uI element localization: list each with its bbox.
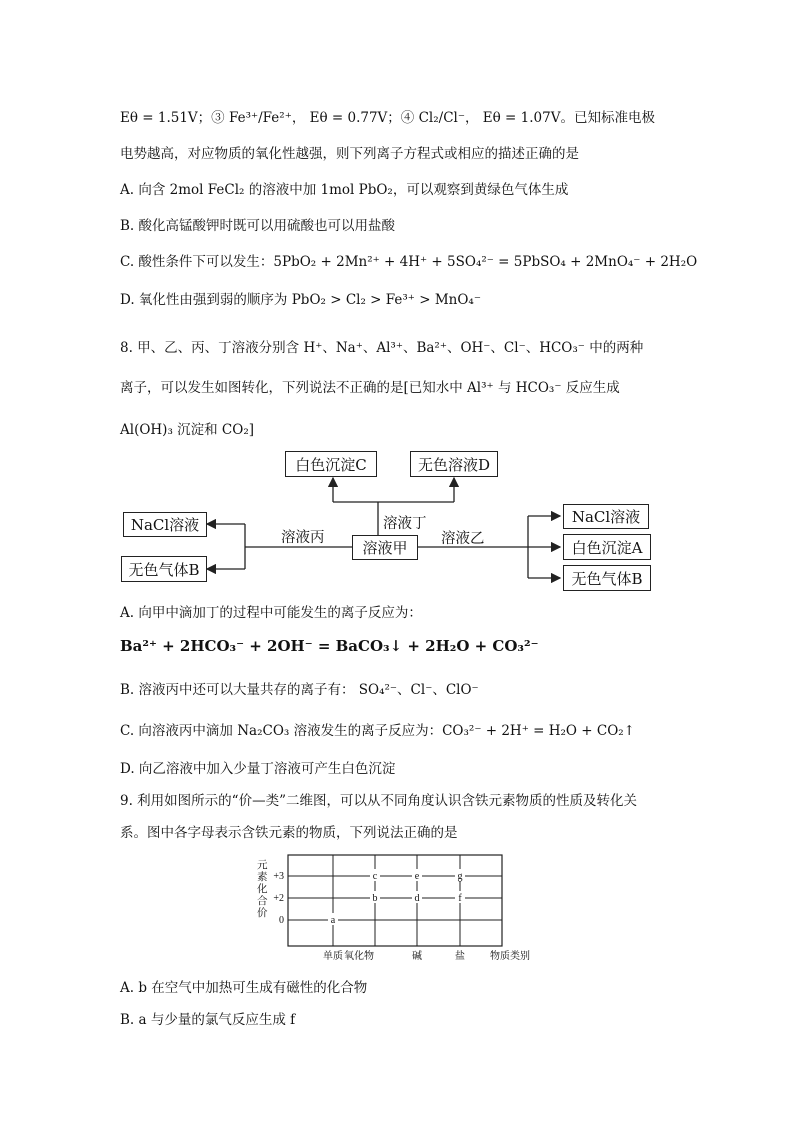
- chart-x-tick: 单质: [323, 951, 343, 962]
- chart-x-tick: 碱: [412, 951, 422, 962]
- colorless-gas-b-right-box: 无色气体B: [563, 565, 651, 591]
- q8-stem-line-3: Al(OH)₃ 沉淀和 CO₂]: [120, 422, 255, 438]
- label-solution-bing: 溶液丙: [281, 530, 325, 546]
- solution-jia-box: 溶液甲: [352, 535, 418, 560]
- white-precipitate-c-box: 白色沉淀C: [285, 451, 377, 477]
- chart-point-g: g: [457, 871, 463, 882]
- chart-y-axis-label: 元素化合价: [257, 860, 268, 919]
- q8-option-a: A. 向甲中滴加丁的过程中可能发生的离子反应为：: [120, 605, 422, 621]
- chart-x-axis-label: 物质类别: [490, 951, 530, 962]
- chart-y-tick: +2: [273, 893, 284, 904]
- chart-point-a: a: [330, 915, 336, 926]
- chart-point-f: f: [458, 893, 462, 904]
- chart-point-d: d: [414, 893, 420, 904]
- q8-option-d: D. 向乙溶液中加入少量丁溶液可产生白色沉淀: [120, 761, 396, 777]
- chart-x-tick: 盐: [455, 951, 465, 962]
- q9-option-a: A. b 在空气中加热可生成有磁性的化合物: [120, 980, 368, 996]
- chart-x-tick: 氧化物: [344, 951, 374, 962]
- label-solution-ding: 溶液丁: [383, 516, 427, 532]
- q8-stem-line-2: 离子，可以发生如图转化，下列说法不正确的是[已知水中 Al³⁺ 与 HCO₃⁻ 反应生成: [120, 380, 620, 396]
- q8-option-c: C. 向溶液丙中滴加 Na₂CO₃ 溶液发生的离子反应为：CO₃²⁻ + 2H⁺ = H₂O + CO₂↑: [120, 723, 635, 739]
- q9-stem-line-1: 9. 利用如图所示的“价—类”二维图，可以从不同角度认识含铁元素物质的性质及转化关: [120, 793, 637, 809]
- nacl-solution-right-box: NaCl溶液: [563, 504, 649, 529]
- chart-point-b: b: [372, 893, 378, 904]
- q8-stem-line-1: 8. 甲、乙、丙、丁溶液分别含 H⁺、Na⁺、Al³⁺、Ba²⁺、OH⁻、Cl⁻、HCO₃⁻ 中的两种: [120, 340, 644, 356]
- chart-point-e: e: [414, 871, 420, 882]
- nacl-solution-left-box: NaCl溶液: [123, 512, 207, 537]
- q7-stem-line-2: 电势越高，对应物质的氧化性越强，则下列离子方程式或相应的描述正确的是: [120, 146, 579, 162]
- q9-option-b: B. a 与少量的氯气反应生成 f: [120, 1012, 296, 1028]
- chart-y-tick: +3: [273, 871, 284, 882]
- q7-stem-line-1: Eθ = 1.51V；③ Fe³⁺/Fe²⁺， Eθ = 0.77V；④ Cl₂/Cl⁻， Eθ = 1.07V。已知标准电极: [120, 110, 655, 126]
- q7-option-d: D. 氧化性由强到弱的顺序为 PbO₂ > Cl₂ > Fe³⁺ > MnO₄⁻: [120, 292, 481, 308]
- chart-frame: [288, 855, 502, 946]
- white-precipitate-a-box: 白色沉淀A: [563, 534, 651, 560]
- q7-option-a: A. 向含 2mol FeCl₂ 的溶液中加 1mol PbO₂，可以观察到黄绿色气体生成: [120, 182, 569, 198]
- chart-point-c: c: [372, 871, 378, 882]
- q8-option-a-equation: Ba²⁺ + 2HCO₃⁻ + 2OH⁻ = BaCO₃↓ + 2H₂O + CO₃²⁻: [120, 637, 539, 655]
- q7-option-b: B. 酸化高锰酸钾时既可以用硫酸也可以用盐酸: [120, 218, 396, 234]
- chart-y-tick: 0: [279, 915, 284, 926]
- colorless-gas-b-left-box: 无色气体B: [121, 556, 207, 582]
- q8-option-b: B. 溶液丙中还可以大量共存的离子有： SO₄²⁻、Cl⁻、ClO⁻: [120, 682, 479, 698]
- q9-stem-line-2: 系。图中各字母表示含铁元素的物质，下列说法正确的是: [120, 825, 458, 841]
- q7-option-c: C. 酸性条件下可以发生：5PbO₂ + 2Mn²⁺ + 4H⁺ + 5SO₄²⁻ = 5PbSO₄ + 2MnO₄⁻ + 2H₂O: [120, 254, 698, 270]
- colorless-solution-d-box: 无色溶液D: [410, 451, 498, 477]
- label-solution-yi: 溶液乙: [441, 531, 485, 547]
